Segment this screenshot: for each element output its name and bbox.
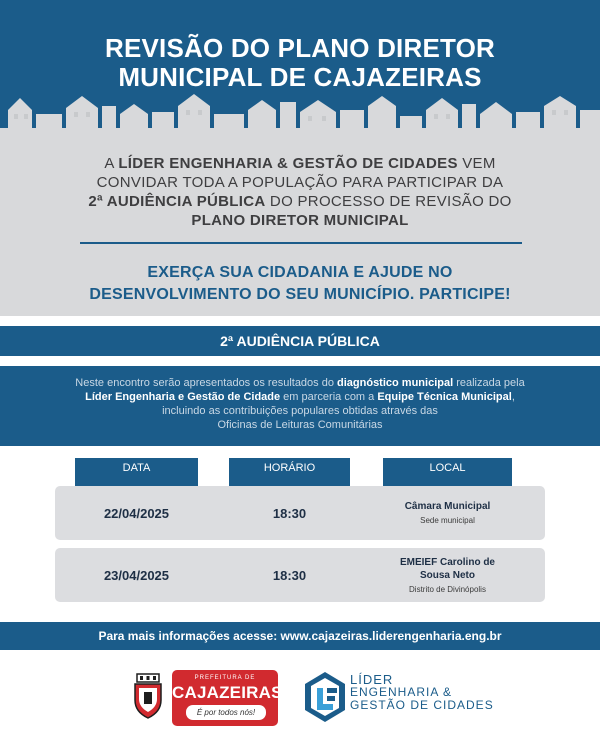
intro-p3: VEM xyxy=(457,155,496,172)
logo-bar xyxy=(0,660,600,750)
title-line-2: MUNICIPAL DE CAJAZEIRAS xyxy=(118,62,482,92)
desc-line-2 xyxy=(0,390,600,404)
page-title xyxy=(0,34,600,92)
cta-line-2: DESENVOLVIMENTO DO SEU MUNICÍPIO. PARTICIPE! xyxy=(89,286,511,303)
intro-line-1 xyxy=(0,154,600,173)
call-to-action xyxy=(0,262,600,306)
local-sub: Distrito de Divinópolis xyxy=(409,584,486,594)
desc-a: Neste encontro serão apresentados os resultados do xyxy=(75,377,338,389)
local-sub: Sede municipal xyxy=(420,516,475,525)
event-name-inline: 2ª AUDIÊNCIA PÚBLICA xyxy=(88,193,266,210)
lider-logo-text xyxy=(350,673,494,712)
desc-c: realizada pela xyxy=(453,377,525,389)
event-description xyxy=(0,366,600,446)
row-time: 18:30 xyxy=(272,505,307,521)
plan-name: PLANO DIRETOR MUNICIPAL xyxy=(191,212,409,229)
lider-line-3: GESTÃO DE CIDADES xyxy=(350,698,494,712)
intro-p1: A xyxy=(104,155,119,172)
title-line-1: REVISÃO DO PLANO DIRETOR xyxy=(104,33,496,63)
event-title: 2ª AUDIÊNCIA PÚBLICA xyxy=(0,326,600,356)
company-name: LÍDER ENGENHARIA & GESTÃO DE CIDADES xyxy=(118,155,458,172)
table-row xyxy=(55,548,545,602)
cz-slogan: É por todos nós! xyxy=(186,705,266,720)
lider-line-1: LÍDER xyxy=(350,672,394,687)
lider-logo-mark-icon xyxy=(303,670,347,726)
desc-g: , xyxy=(511,391,515,403)
divider xyxy=(80,242,522,244)
desc-e: em parceria com a xyxy=(280,391,378,403)
row-local xyxy=(383,548,512,602)
desc-line-4: Oficinas de Leituras Comunitárias xyxy=(217,419,383,431)
row-date: 22/04/2025 xyxy=(103,505,170,521)
local-name: EMEIEF Carolino de xyxy=(399,556,495,568)
row-local xyxy=(383,486,512,540)
row-time: 18:30 xyxy=(272,567,307,583)
column-header-date: DATA xyxy=(75,458,198,486)
column-header-local: LOCAL xyxy=(383,458,512,486)
intro-line-3 xyxy=(0,192,600,211)
local-name-2: Sousa Neto xyxy=(419,569,475,581)
cz-top-text: PREFEITURA DE xyxy=(194,675,256,681)
desc-f: Equipe Técnica Municipal xyxy=(377,391,512,403)
lider-line-2: ENGENHARIA & xyxy=(350,685,453,699)
desc-b: diagnóstico municipal xyxy=(337,377,454,389)
table-row xyxy=(55,486,545,540)
intro-line-3-rest: DO PROCESSO DE REVISÃO DO xyxy=(265,193,512,210)
desc-line-1 xyxy=(0,376,600,390)
intro-line-4 xyxy=(0,211,600,230)
prefeitura-logo xyxy=(172,670,283,726)
cta-line-1: EXERÇA SUA CIDADANIA E AJUDE NO xyxy=(147,264,453,281)
local-name: Câmara Municipal xyxy=(404,501,491,512)
column-header-time: HORÁRIO xyxy=(229,458,350,486)
intro-line-2: CONVIDAR TODA A POPULAÇÃO PARA PARTICIPAR DA xyxy=(96,174,504,191)
city-crest-icon xyxy=(131,672,165,720)
invitation-text xyxy=(0,154,600,230)
cz-name-text: CAJAZEIRAS xyxy=(172,683,283,702)
info-link[interactable]: Para mais informações acesse: www.cajazeiras.liderengenharia.eng.br xyxy=(0,622,600,650)
desc-line-3: incluindo as contribuições populares obtidas através das xyxy=(162,405,438,417)
desc-d: Líder Engenharia e Gestão de Cidade xyxy=(85,391,281,403)
row-date: 23/04/2025 xyxy=(103,567,170,583)
